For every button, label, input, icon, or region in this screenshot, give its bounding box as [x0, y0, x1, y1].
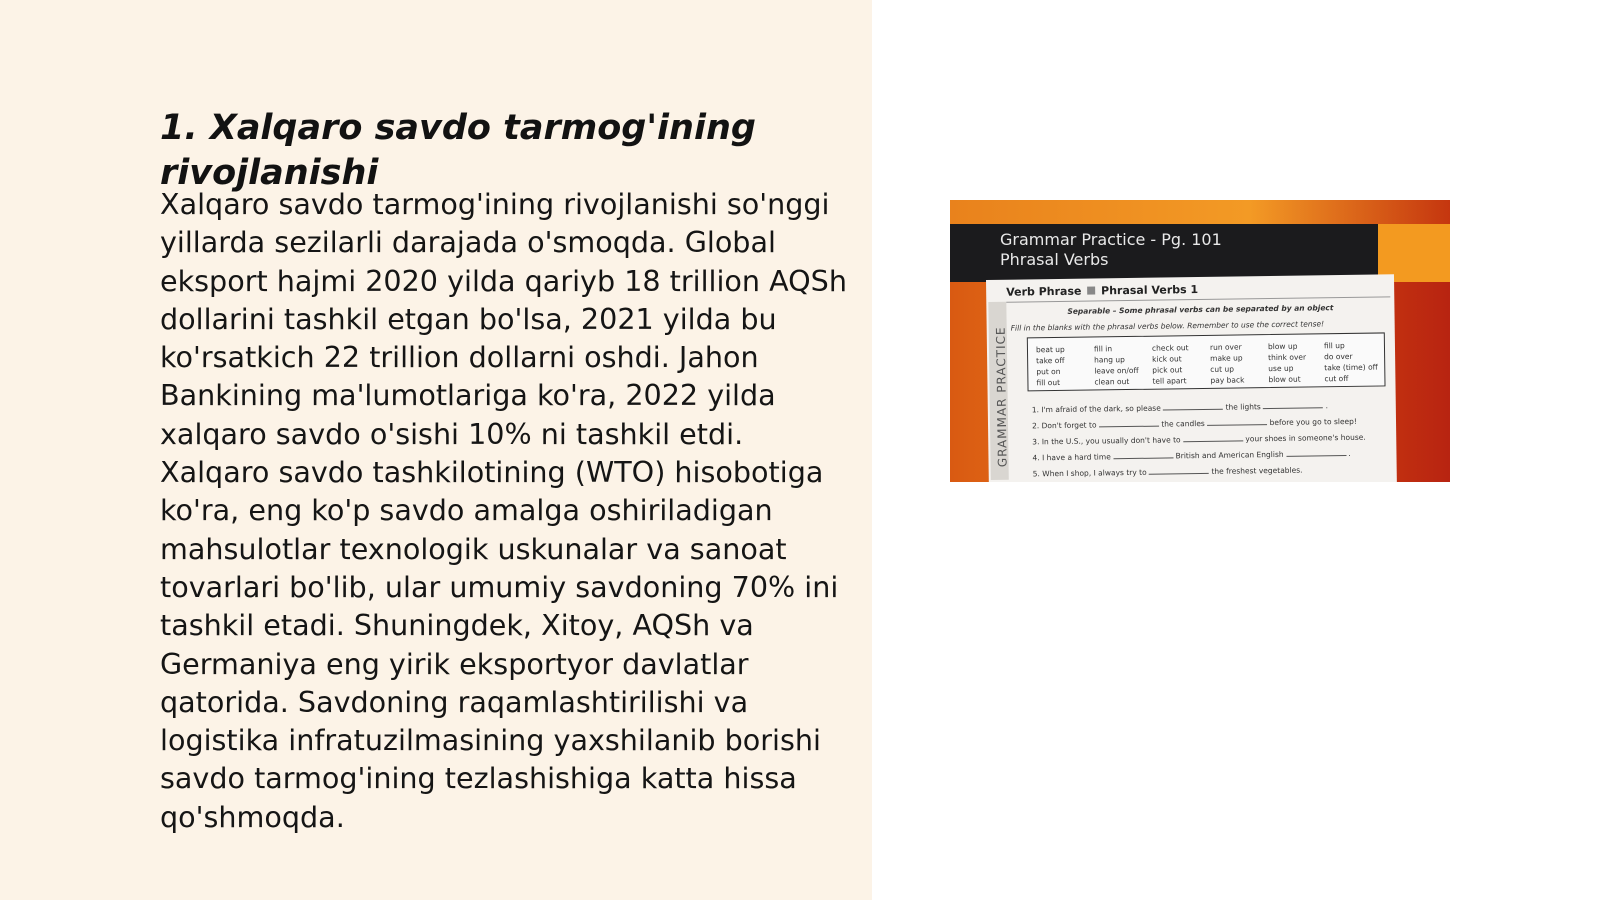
- slide-body-text: Xalqaro savdo tarmog'ining rivojlanishi so'nggi yillarda sezilarli darajada o'smoqda. Global eksport hajmi 2020 yilda qariyb 18 trillion AQSh dollarini tashkil etgan bo'lsa, 2021 yilda bu ko'rsatkich 22 trillion dollarni oshdi. Jahon Bankining ma'lumotlariga ko'ra, 2022 yilda xalqaro savdo o'sishi 10% ni tashkil etdi. Xalqaro savdo tashkilotining (WTO) hisobotiga ko'ra, eng ko'p savdo amalga oshiriladigan mahsulotlar texnologik uskunalar va sanoat tovarlari bo'lib, ular umumiy savdoning 70% ini tashkil etadi. Shuningdek, Xitoy, AQSh va Germaniya eng yirik eksportyor davlatlar qatorida. Savdoning raqamlashtirilishi va logistika infratuzilmasining yaxshilanib borishi savdo tarmog'ining tezlashishiga katta hissa qo'shmoqda.: [160, 187, 847, 834]
- header-separator-icon: [1087, 286, 1095, 294]
- verb-item: pay back: [1210, 375, 1245, 385]
- verb-item: fill out: [1036, 377, 1061, 388]
- image-top-strip: [950, 200, 1450, 224]
- exercise-sentence: [1032, 400, 1382, 414]
- caption-line-2: Phrasal Verbs: [1000, 250, 1109, 269]
- sentence-number: 5.: [1032, 469, 1040, 479]
- sheet-note-1: Separable – Some phrasal verbs can be separated by an object: [1067, 303, 1334, 316]
- verb-item: make up: [1210, 353, 1243, 363]
- answer-blank: [1149, 473, 1209, 475]
- verb-item: run over: [1209, 342, 1242, 352]
- sentence-part: I have a hard time: [1041, 452, 1111, 463]
- exercise-sentence: [1032, 432, 1382, 446]
- worksheet-page: [986, 274, 1397, 482]
- verb-column: [1268, 340, 1327, 385]
- verb-item: take off: [1036, 355, 1065, 366]
- sheet-header-left: Verb Phrase: [1006, 284, 1082, 299]
- answer-blank: [1099, 426, 1159, 428]
- verb-item: fill up: [1323, 340, 1345, 351]
- sentence-part: Don't forget to: [1041, 420, 1097, 431]
- sheet-header-right: Phrasal Verbs 1: [1101, 283, 1199, 298]
- answer-blank: [1207, 424, 1267, 426]
- verb-column: [1094, 343, 1153, 388]
- sheet-header: [1006, 278, 1390, 302]
- verb-item: take (time) off: [1324, 362, 1378, 373]
- sentence-part: In the U.S., you usually don't have to: [1041, 435, 1181, 447]
- verb-item: use up: [1268, 363, 1294, 374]
- image-accent-block: [1378, 224, 1450, 282]
- verb-item: pick out: [1152, 365, 1183, 375]
- verb-column: [1036, 343, 1095, 388]
- answer-blank: [1286, 455, 1346, 457]
- verb-item: kick out: [1152, 354, 1182, 364]
- verb-item: fill in: [1093, 344, 1113, 354]
- caption-line-1: Grammar Practice - Pg. 101: [1000, 230, 1222, 249]
- verb-item: blow up: [1267, 341, 1298, 352]
- slide-title: 1. Xalqaro savdo tarmog'ining rivojlanishi: [160, 108, 756, 193]
- answer-blank: [1263, 407, 1323, 409]
- verb-column: [1152, 342, 1211, 387]
- sheet-side-tab: [988, 302, 1008, 480]
- verb-column: [1324, 339, 1383, 384]
- sentence-number: 3.: [1032, 437, 1040, 447]
- sentence-part: British and American English: [1175, 449, 1284, 461]
- verb-item: think over: [1268, 352, 1307, 363]
- sentence-part: .: [1325, 401, 1329, 411]
- sentence-number: 4.: [1032, 453, 1040, 463]
- sentence-part: the lights: [1225, 402, 1261, 412]
- verb-item: hang up: [1094, 355, 1125, 365]
- sheet-note-2: Fill in the blanks with the phrasal verbs below. Remember to use the correct tense!: [1010, 319, 1325, 333]
- verb-item: cut up: [1210, 364, 1235, 374]
- sentence-part: your shoes in someone's house.: [1245, 432, 1366, 444]
- exercise-sentence: [1032, 448, 1382, 462]
- exercise-sentence: [1033, 464, 1383, 478]
- answer-blank: [1163, 409, 1223, 411]
- sentence-part: .: [1348, 448, 1351, 458]
- verb-item: check out: [1151, 343, 1189, 353]
- verb-column: [1210, 341, 1269, 386]
- answer-blank: [1113, 457, 1173, 459]
- sentence-number: 2.: [1031, 421, 1040, 431]
- sentence-part: I'm afraid of the dark, so please: [1041, 403, 1161, 415]
- sentence-part: before you go to sleep!: [1269, 416, 1357, 428]
- verb-item: clean out: [1094, 377, 1130, 387]
- sentence-part: the candles: [1161, 418, 1205, 429]
- sentence-number: 1.: [1031, 405, 1040, 415]
- verb-item: beat up: [1035, 344, 1065, 355]
- verb-item: blow out: [1268, 374, 1301, 385]
- verb-item: cut off: [1324, 373, 1349, 384]
- answer-blank: [1183, 440, 1243, 442]
- sentence-part: When I shop, I always try to: [1042, 467, 1147, 479]
- exercise-sentence: [1032, 416, 1382, 430]
- verb-item: leave on/off: [1094, 365, 1139, 376]
- side-label: GRAMMAR PRACTICE: [993, 326, 1010, 468]
- verb-box: [1027, 332, 1386, 391]
- worksheet-image: [950, 200, 1450, 482]
- verb-item: tell apart: [1152, 376, 1187, 386]
- sentence-part: the freshest vegetables.: [1211, 465, 1303, 476]
- verb-item: put on: [1036, 366, 1061, 377]
- verb-item: do over: [1324, 351, 1353, 362]
